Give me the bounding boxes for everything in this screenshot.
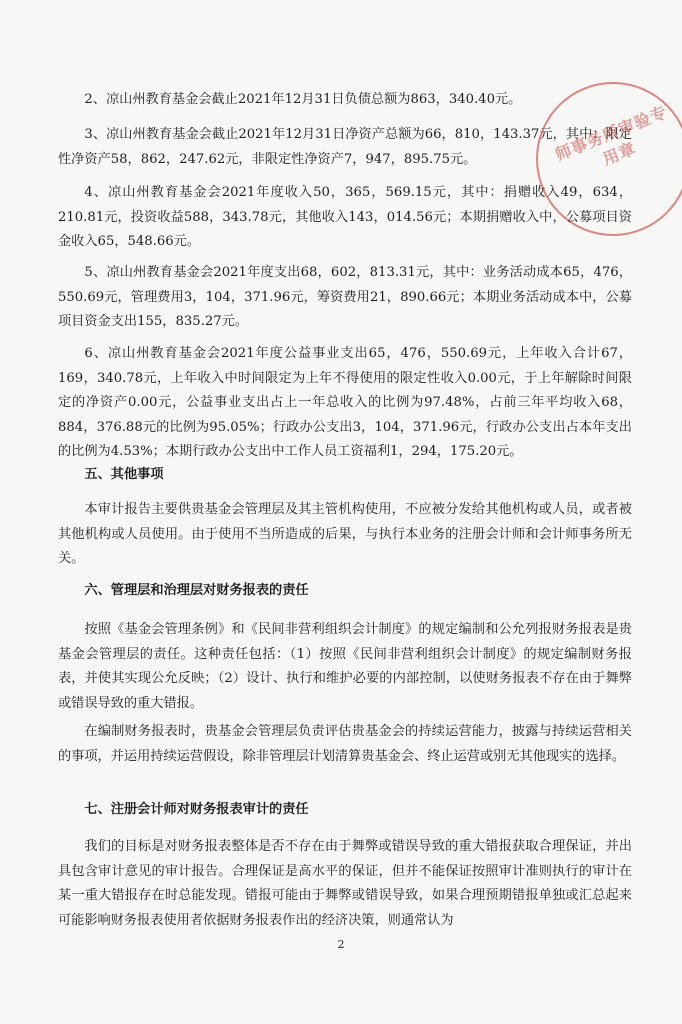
heading-other-matters: 五、其他事项 (84, 467, 164, 482)
page-number: 2 (337, 938, 345, 951)
paragraph-usage-restriction: 本审计报告主要供贵基金会管理层及其主管机构使用，不应被分发给其他机构或人员，或者被其他机构或人员使用。由于使用不当所造成的后果，与执行本业务的注册会计师和会计师事务所无关。 (58, 502, 632, 566)
paragraph-net-assets: 3、凉山州教育基金会截止2021年12月31日净资产总额为66，810，143.37元，其中：限定性净资产58，862，247.62元，非限定性净资产7，947，895.75元。 (58, 127, 632, 167)
paragraph-management-duty: 按照《基金会管理条例》和《民间非营利组织会计制度》的规定编制和公允列报财务报表是贵基金会管理层的责任。这种责任包括：（1）按照《民间非营利组织会计制度》的规定编制财务报表，并使其实现公允反映；（2）设计、执行和维护必要的内部控制，以使财务报表不存在由于舞弊或错误导致的重大错报。 (58, 622, 632, 711)
heading-auditor-responsibility: 七、注册会计师对财务报表审计的责任 (84, 802, 309, 817)
paragraph-liabilities: 2、凉山州教育基金会截止2021年12月31日负债总额为863，340.40元。 (84, 92, 522, 107)
paragraph-income: 4、凉山州教育基金会2021年度收入50，365，569.15元，其中：捐赠收入49，634，210.81元，投资收益588，343.78元，其他收入143，014.56元；本期捐赠收入中，公募项目资金收入65，548.66元。 (58, 185, 632, 249)
paragraph-auditor-objective: 我们的目标是对财务报表整体是否不存在由于舞弊或错误导致的重大错报获取合理保证，并出具包含审计意见的审计报告。合理保证是高水平的保证，但并不能保证按照审计准则执行的审计在某一重大错报存在时总能发现。错报可能由于舞弊或错误导致，如果合理预期错报单独或汇总起来可能影响财务报表使用者依据财务报表作出的经济决策，则通常认为 (58, 839, 632, 928)
paragraph-public-welfare: 6、凉山州教育基金会2021年度公益事业支出65，476，550.69元，上年收入合计67，169，340.78元，上年收入中时间限定为上年不得使用的限定性收入0.00元，于上年解除时间限定的净资产0.00元，公益事业支出占上一年总收入的比例为97.48%，占前三年平均收入68，884，376.88元的比例为95.05%；行政办公支出3，104，371.96元，行政办公支出占本年支出的比例为4.53%；本期行政办公支出中工作人员工资福利1，294，175.20元。 (58, 346, 632, 459)
paragraph-expenditure: 5、凉山州教育基金会2021年度支出68，602，813.31元，其中：业务活动成本65，476，550.69元，管理费用3，104，371.96元，筹资费用21，890.66元；本期业务活动成本中，公募项目资金支出155，835.27元。 (58, 265, 632, 329)
heading-management-responsibility: 六、管理层和治理层对财务报表的责任 (84, 583, 309, 598)
paragraph-going-concern: 在编制财务报表时，贵基金会管理层负责评估贵基金会的持续运营能力，披露与持续运营相关的事项，并运用持续运营假设，除非管理层计划清算贵基金会、终止运营或别无其他现实的选择。 (58, 724, 632, 764)
stamp-text: 师事务所审验专用章 (552, 102, 670, 169)
